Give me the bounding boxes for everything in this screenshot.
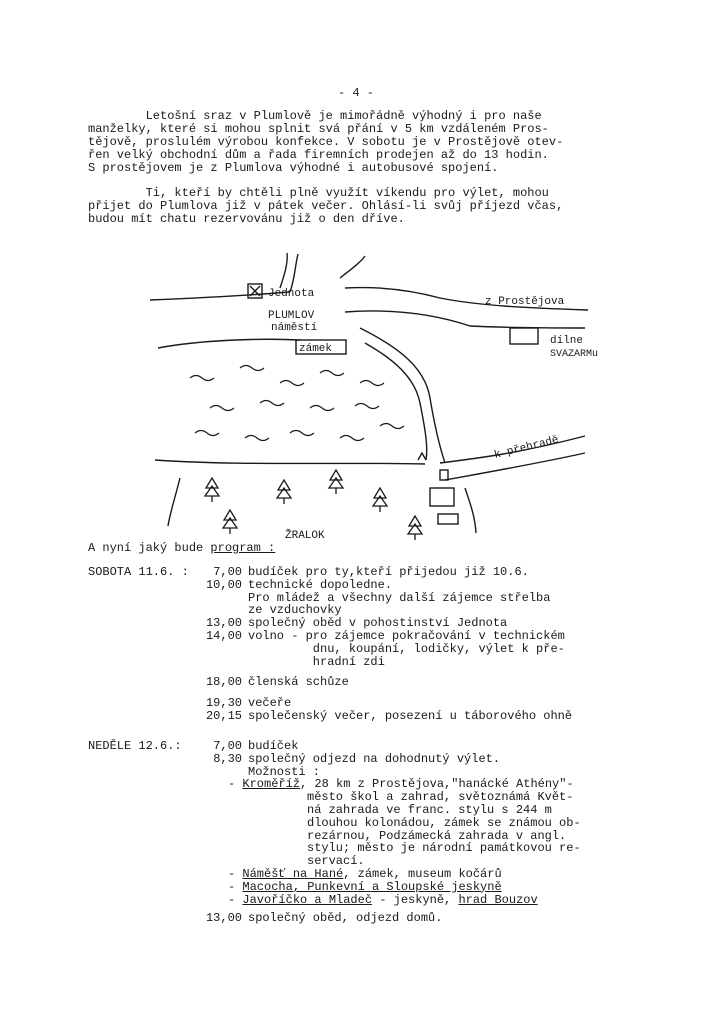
item-text: ze vzduchovky <box>248 603 342 618</box>
item-time: 7,00 <box>213 739 242 753</box>
item-time: 7,00 <box>213 565 242 579</box>
label-namesti: náměstí <box>271 322 318 334</box>
map-road <box>168 478 180 526</box>
trip-option-javoricko: - Javoříčko a Mladeč - jeskyně, hrad Bouzov <box>228 892 538 907</box>
water-waves <box>190 366 404 441</box>
trip-option-namest: - Náměšť na Hané, zámek, museum kočárů <box>228 866 502 881</box>
item-time: 13,00 <box>205 616 242 631</box>
option-title: Náměšť na Hané <box>242 866 344 881</box>
program-intro-underlined: program : <box>210 541 276 555</box>
text-line: přijet do Plumlova již v pátek večer. Ohlásí-li svůj příjezd včas, <box>88 199 564 213</box>
item-text: členská schůze <box>248 675 349 690</box>
building-icon <box>438 514 458 524</box>
option-text: , 28 km z Prostějova,"hanácké Athény"- <box>300 777 574 792</box>
trip-option-macocha: - Macocha, Punkevní a Sloupské jeskyně <box>228 879 502 894</box>
item-text: společný oběd v pohostinství Jednota <box>248 616 508 631</box>
option-text: město škol a zahrad, světoznámá Květ- <box>307 790 574 805</box>
program-intro <box>88 542 275 555</box>
building-icon <box>430 488 454 506</box>
option-text: servací. <box>307 854 365 869</box>
option-text: ná zahrada ve franc. stylu s 244 m <box>307 802 552 817</box>
item-text: večeře <box>248 696 292 711</box>
label-svazarmu: SVAZARMu <box>550 349 599 360</box>
item-text: dnu, koupání, lodičky, výlet k pře- <box>248 641 565 656</box>
item-time: 20,15 <box>205 708 242 723</box>
item-time: 8,30 <box>213 751 242 766</box>
label-zamek: zámek <box>299 343 333 355</box>
dilne-building-icon <box>510 328 538 344</box>
item-text: společný oběd, odjezd domů. <box>248 911 443 926</box>
option-text: , zámek, museum kočárů <box>343 866 502 881</box>
item-time: 18,00 <box>205 675 242 690</box>
building-icon <box>440 470 448 480</box>
text-line: Letošní sraz v Plumlově je mimořádně výhodný i pro naše <box>88 109 542 123</box>
schedule-item <box>192 710 572 723</box>
map-road <box>465 488 476 533</box>
item-text: hradní zdi <box>248 654 385 669</box>
map-road <box>290 254 298 292</box>
program-section <box>88 542 275 568</box>
map-road <box>340 256 365 278</box>
weekend-paragraph <box>88 187 648 226</box>
sunday-schedule <box>88 740 581 925</box>
saturday-schedule <box>88 566 572 723</box>
trip-option-kromeriz: - Kroměříž, 28 km z Prostějova,"hanácké Athény"- město škol a zahrad, světoznámá Květ- ná zahrada ve franc. stylu s 244 m dlouhou kolonádou, zámek se známou ob- rezárnou, Podzámecká zahrada v angl. stylu; město je národní památkovou re- servací. - Náměšť na Hané, zámek, museum kočárů - Macocha, Punkevní a Sloupské jeskyně - Javoříčko a Mladeč - jeskyně, hrad Bouzov <box>228 777 581 907</box>
item-text: Pro mládež a všechny další zájemce střelba <box>248 590 551 605</box>
option-title: hrad Bouzov <box>458 892 538 907</box>
label-z-prostejova: z Prostějova <box>485 296 565 308</box>
item-text: budíček <box>248 739 299 753</box>
option-title: Macocha, Punkevní a Sloupské jeskyně <box>242 879 502 894</box>
map-road <box>365 343 427 460</box>
label-plumlov: PLUMLOV <box>268 310 315 322</box>
page-number: - 4 - <box>337 86 374 100</box>
text-line: tějově, proslulém výrobou konfekce. V sobotu je v Prostějově otev- <box>88 135 564 149</box>
schedule-item <box>192 912 581 925</box>
flag-icon <box>418 453 426 460</box>
item-text: Možnosti : <box>248 764 321 779</box>
item-text: technické dopoledne. <box>248 577 393 592</box>
text-line: manželky, které si mohou splnit svá přání v 5 km vzdáleném Pros- <box>88 122 549 136</box>
day-label-sunday: NEDĚLE 12.6.: <box>88 739 182 753</box>
text-line: řen velký obchodní dům a řada firemních prodejen až do 13 hodin. <box>88 148 549 162</box>
map-road <box>345 311 585 328</box>
option-text: - jeskyně, <box>372 892 459 907</box>
intro-paragraph <box>88 110 648 175</box>
program-intro-text: A nyní jaký bude <box>88 541 211 555</box>
option-text: dlouhou kolonádou, zámek se známou ob- <box>307 815 581 830</box>
map-road <box>158 339 300 348</box>
text-line: budou mít chatu rezervovánu již o den dříve. <box>88 212 405 226</box>
option-text: stylu; město je národní památkovou re- <box>307 841 581 856</box>
item-text: společný odjezd na dohodnutý výlet. <box>248 751 501 766</box>
item-time: 13,00 <box>205 911 242 926</box>
text-line: S prostějovem je z Plumlova výhodné i autobusové spojení. <box>88 161 499 175</box>
schedule-item <box>192 676 572 689</box>
option-title: Kroměříž <box>242 777 301 792</box>
item-text: společenský večer, posezení u táborového ohně <box>248 708 573 723</box>
label-k-prehrade: k přehradě <box>493 434 561 462</box>
label-zralok: ŽRALOK <box>285 530 325 542</box>
option-text: rezárnou, Podzámecká zahrada v angl. <box>307 828 567 843</box>
item-text: volno - pro zájemce pokračování v technickém <box>248 628 565 643</box>
map-road <box>280 253 287 288</box>
label-jednota: Jednota <box>268 288 315 300</box>
option-title: Javoříčko a Mladeč <box>242 892 373 907</box>
text-line: Ti, kteří by chtěli plně využít víkendu pro výlet, mohou <box>88 186 549 200</box>
plumlov-map <box>140 248 600 548</box>
item-text: budíček pro ty,kteří přijedou již 10.6. <box>248 565 529 579</box>
item-time: 19,30 <box>205 696 242 711</box>
label-dilne: dílne <box>550 335 584 347</box>
item-time: 10,00 <box>205 577 242 592</box>
day-label-saturday: SOBOTA 11.6. : <box>88 565 189 579</box>
item-time: 14,00 <box>205 628 242 643</box>
lake-shore <box>155 460 425 464</box>
